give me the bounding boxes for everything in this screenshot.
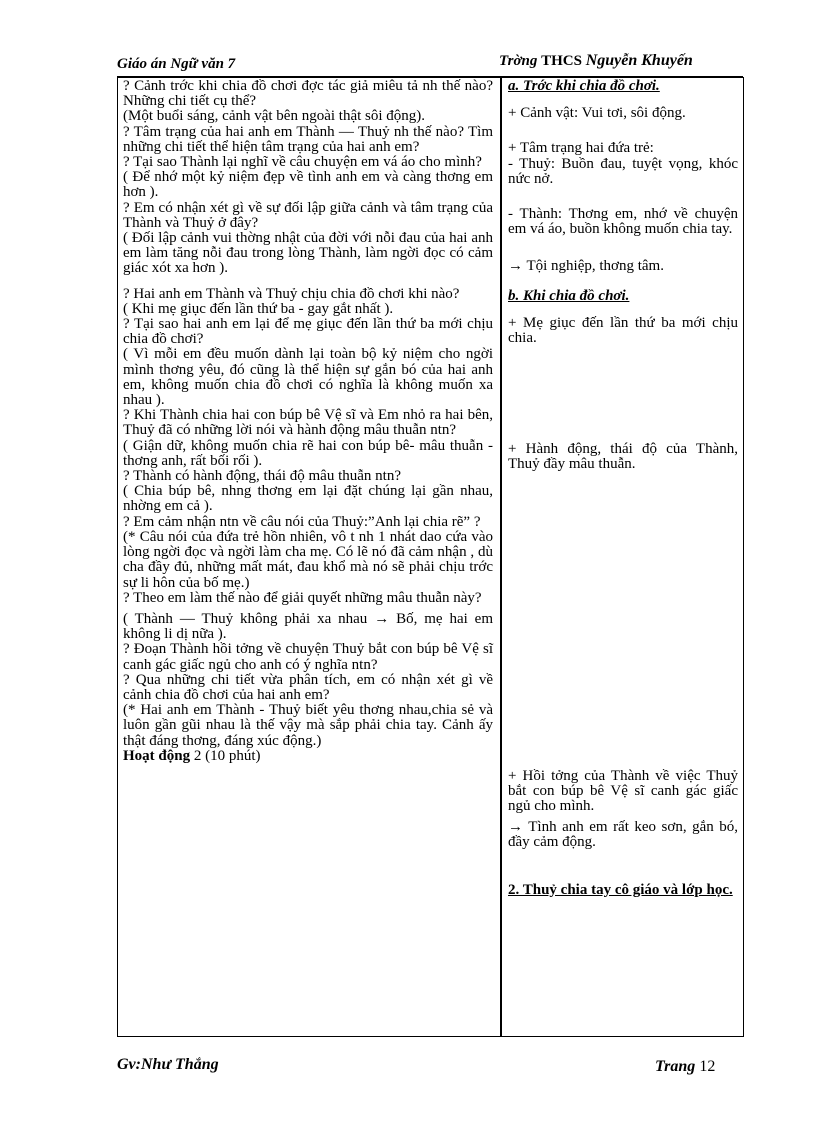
- left-para: ? Khi Thành chia hai con búp bê Vệ sĩ và Em nhỏ ra hai bên, Thuỷ đã có những lời nói và hành động mâu thuẫn ntn?: [123, 407, 493, 439]
- right-para: → Tình anh em rất keo sơn, gắn bó, đầy cảm động.: [508, 819, 738, 851]
- left-para: ( Giận dữ, không muốn chia rẽ hai con búp bê- mâu thuẫn -thơng anh, rất bối rối ).: [123, 437, 493, 469]
- left-para: ? Thành có hành động, thái độ mâu thuẫn ntn?: [123, 468, 401, 485]
- left-para: ( Chia búp bê, nhng thơng em lại đặt chúng lại gần nhau, nhờng em cả ).: [123, 483, 493, 515]
- activity-rest: 2 (10 phút): [190, 747, 261, 764]
- left-para: ( Để nhớ một kỷ niệm đẹp về tình anh em và càng thơng em hơn ).: [123, 169, 493, 201]
- column-divider: [500, 77, 502, 1037]
- header-school-prefix: Trờng: [499, 53, 538, 69]
- right-para: - Thuỷ: Buồn đau, tuyệt vọng, khóc nức nở.: [508, 155, 738, 187]
- left-para: (* Hai anh em Thành - Thuỷ biết yêu thơng nhau,chia sẻ và luôn gần gũi nhau là thế vậy mà sắp phải chia tay. Cảnh ấy thật đáng thơng, đáng xúc động.): [123, 702, 493, 749]
- header-school-type: THCS: [541, 53, 582, 69]
- header-school-name: Nguyễn Khuyến: [585, 52, 693, 69]
- right-para: + Hồi tởng của Thành về việc Thuỷ bắt con búp bê Vệ sĩ canh gác giấc ngủ cho mình.: [508, 767, 738, 815]
- right-para: + Mẹ giục đến lần thứ ba mới chịu chia.: [508, 314, 738, 347]
- left-column: [123, 79, 493, 764]
- left-para: ? Hai anh em Thành và Thuỷ chịu chia đồ chơi khi nào?: [123, 285, 460, 302]
- left-para: ? Cảnh trớc khi chia đồ chơi đợc tác giả miêu tả nh thế nào? Những chi tiết cụ thể?: [123, 78, 493, 110]
- right-para: → Tội nghiệp, thơng tâm.: [508, 258, 664, 275]
- right-column: [508, 79, 738, 898]
- right-para: + Tâm trạng hai đứa trẻ:: [508, 140, 654, 157]
- footer-page: [655, 1058, 715, 1076]
- footer-teacher: Gv:Như Thắng: [117, 1056, 219, 1073]
- section-2-heading: 2. Thuỷ chia tay cô giáo và lớp học.: [508, 881, 733, 898]
- right-para: - Thành: Thơng em, nhớ về chuyện em vá áo, buồn không muốn chia tay.: [508, 206, 738, 238]
- left-para: ? Em có nhận xét gì về sự đối lập giữa cảnh và tâm trạng của Thành và Thuỷ ở đây?: [123, 199, 493, 231]
- activity-label: Hoạt động: [123, 747, 191, 764]
- section-a-heading: a. Trớc khi chia đồ chơi.: [508, 78, 660, 94]
- left-para: ? Đoạn Thành hồi tởng về chuyện Thuỷ bắt con búp bê Vệ sĩ canh gác giấc ngủ cho anh có ý nghĩa ntn?: [123, 641, 493, 673]
- left-para: (* Câu nói của đứa trẻ hồn nhiên, vô t nh 1 nhát dao cứa vào lòng ngời đọc và ngời làm cha mẹ. Có lẽ nó đã cảm nhận , dù cha đầy đủ, những mất mát, đau khổ mà nó sẽ phải chịu trớc sự li hôn của bố mẹ.): [123, 528, 493, 591]
- left-para: ? Tại sao Thành lại nghĩ về câu chuyện em vá áo cho mình?: [123, 154, 482, 171]
- left-para: ( Đối lập cảnh vui thờng nhật của đời với nỗi đau của hai anh em làm tăng nỗi đau trong lòng Thành, làm ngời đọc có cảm giác xót xa hơn ).: [123, 230, 493, 277]
- left-para: ? Tâm trạng của hai anh em Thành — Thuỷ nh thế nào? Tìm những chi tiết thể hiện tâm trạng của hai anh em?: [123, 123, 493, 155]
- left-para: ( Thành — Thuỷ không phải xa nhau → Bố, mẹ hai em không li dị nữa ).: [123, 610, 493, 643]
- left-para: ( Khi mẹ giục đến lần thứ ba - gay gắt nhất ).: [123, 300, 394, 317]
- right-para: + Cảnh vật: Vui tơi, sôi động.: [508, 105, 686, 122]
- activity-line: [123, 749, 493, 764]
- footer-page-number: 12: [699, 1058, 716, 1075]
- left-para: ? Tại sao hai anh em lại để mẹ giục đến lần thứ ba mới chịu chia đồ chơi?: [123, 316, 493, 348]
- left-para: ? Qua những chi tiết vừa phân tích, em có nhận xét gì về cảnh chia đồ chơi của hai anh em?: [123, 671, 493, 703]
- header-subject: Giáo án Ngữ văn 7: [117, 56, 236, 72]
- left-para: ? Theo em làm thế nào để giải quyết những mâu thuẫn này?: [123, 589, 482, 606]
- left-para: ( Vì mỗi em đều muốn dành lại toàn bộ kỷ niệm cho ngời mình thơng yêu, đó cũng là thể hiện sự gắn bó của hai anh em, không muốn chia đồ chơi có nghĩa là không muốn xa nhau ).: [123, 346, 493, 409]
- section-b-heading: b. Khi chia đồ chơi.: [508, 287, 630, 304]
- right-para: + Hành động, thái độ của Thành, Thuỷ đầy mâu thuẫn.: [508, 441, 738, 473]
- header-school: [499, 52, 693, 70]
- footer-page-label: Trang: [655, 1058, 696, 1075]
- left-para: (Một buổi sáng, cảnh vật bên ngoài thật sôi động).: [123, 108, 426, 125]
- left-para: ? Em cảm nhận ntn về câu nói của Thuỷ:”Anh lại chia rẽ” ?: [123, 513, 481, 530]
